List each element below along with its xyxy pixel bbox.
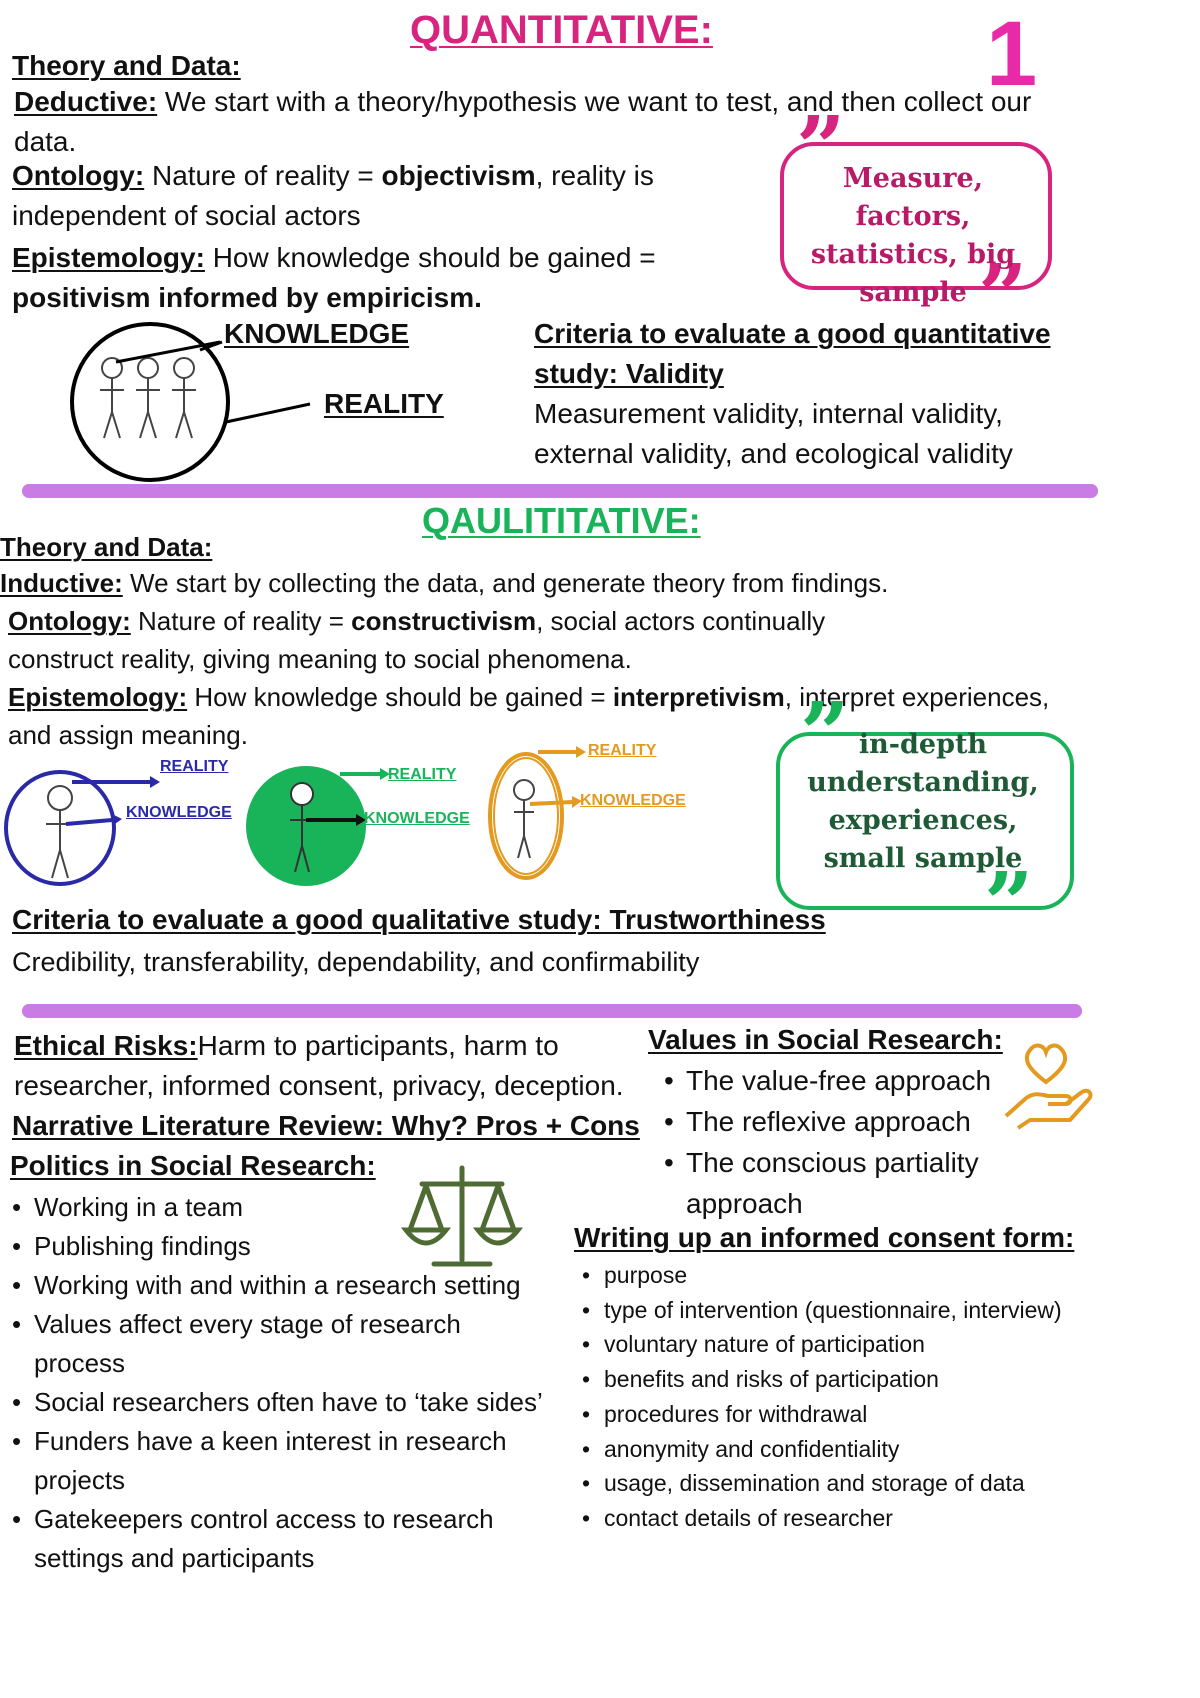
quote-mark-icon: ” <box>984 854 1034 955</box>
quant-criteria-heading-1: Criteria to evaluate a good quantitative <box>534 318 1051 349</box>
values-item-text: approach <box>686 1188 803 1219</box>
values-item-text: • The reflexive approach <box>686 1106 971 1137</box>
consent-item <box>578 1397 1138 1432</box>
qual-inductive-line <box>0 564 888 602</box>
politics-item-text: • Funders have a keen interest in research <box>34 1426 507 1456</box>
quant-reality-label: REALITY <box>324 388 444 419</box>
politics-item-text: • Gatekeepers control access to research <box>34 1504 494 1534</box>
politics-item-text: • Working in a team <box>34 1192 244 1222</box>
deductive-term: Deductive: <box>14 86 158 117</box>
quant-theory-heading: Theory and Data: <box>12 50 241 81</box>
qual-epistemology-post: , interpret experiences, <box>784 682 1050 712</box>
politics-item-text: process <box>34 1348 126 1378</box>
section-divider <box>22 1004 1082 1018</box>
deductive-text: We start with a theory/hypothesis we want to test, and then collect our <box>157 86 1032 117</box>
ethics-term: Ethical Risks: <box>14 1030 198 1061</box>
quant-deductive-line <box>14 82 1031 122</box>
consent-item <box>578 1327 1138 1362</box>
qual-ontology-pre: Nature of reality = <box>130 606 352 636</box>
quote-mark-icon: ” <box>978 246 1028 347</box>
qual-epistemology-line2: and assign meaning. <box>8 720 248 750</box>
consent-item-text: • type of intervention (questionnaire, interview) <box>604 1296 1062 1323</box>
blue-knowledge-label: KNOWLEDGE <box>126 804 232 821</box>
interpretivism: interpretivism <box>612 682 785 712</box>
qual-epistemology-pre: How knowledge should be gained = <box>187 682 613 712</box>
quantitative-title: QUANTITATIVE: <box>410 8 713 52</box>
politics-item <box>8 1305 608 1383</box>
consent-item-text: • anonymity and confidentiality <box>604 1435 900 1462</box>
politics-heading: Politics in Social Research: <box>10 1150 376 1181</box>
qual-ontology-post: , social actors continually <box>536 606 826 636</box>
qual-quote-text: in-depth understanding, experiences, small sample <box>807 729 1039 874</box>
politics-item <box>8 1383 608 1422</box>
consent-item-text: • procedures for withdrawal <box>604 1400 868 1427</box>
politics-item-text: • Values affect every stage of research <box>34 1309 461 1339</box>
section-divider <box>22 484 1098 498</box>
consent-item-text: • purpose <box>604 1262 688 1288</box>
green-knowledge-label: KNOWLEDGE <box>364 810 470 827</box>
quant-epistemology-pre: How knowledge should be gained = <box>204 242 656 273</box>
heart-hand-icon <box>1000 1030 1100 1130</box>
green-reality-label: REALITY <box>388 766 457 783</box>
politics-item-text: • Social researchers often have to ‘take sides’ <box>34 1387 543 1417</box>
quant-knowledge-label: KNOWLEDGE <box>224 318 410 349</box>
qualitative-title: QAULITITATIVE: <box>422 500 701 541</box>
consent-item <box>578 1362 1138 1397</box>
quant-quote-text: Measure, factors, statistics, big sample <box>810 163 1016 308</box>
consent-item <box>578 1466 1138 1501</box>
consent-item <box>578 1432 1138 1467</box>
consent-item <box>578 1293 1138 1328</box>
politics-item-text: settings and participants <box>34 1543 315 1573</box>
orange-reality-label: REALITY <box>588 742 657 759</box>
consent-list <box>578 1258 1138 1536</box>
qual-ontology-line <box>8 602 825 640</box>
qual-theory-heading: Theory and Data: <box>0 532 213 562</box>
inductive-term: Inductive: <box>0 568 123 598</box>
stick-figure-icon <box>172 358 196 438</box>
politics-item <box>8 1500 608 1578</box>
quant-deductive-line2: data. <box>14 126 77 157</box>
orange-knowledge-label: KNOWLEDGE <box>580 792 686 809</box>
politics-item-text: projects <box>34 1465 126 1495</box>
quote-mark-icon: ” <box>800 684 850 785</box>
quant-criteria-text-2: external validity, and ecological validity <box>534 438 1013 469</box>
constructivism: constructivism <box>351 606 537 636</box>
qual-epistemology-line <box>8 678 1049 716</box>
qual-diagram-blue <box>0 760 240 900</box>
quant-ontology-line <box>12 156 654 196</box>
quant-epistemology-line2: positivism informed by empiricism. <box>12 282 482 313</box>
quant-ontology-term: Ontology: <box>12 160 145 191</box>
qual-ontology-line2: construct reality, giving meaning to social phenomena. <box>8 644 632 674</box>
quant-criteria-text-1: Measurement validity, internal validity, <box>534 398 1003 429</box>
stick-figure-icon <box>46 786 74 878</box>
qual-ontology-term: Ontology: <box>8 606 131 636</box>
blue-reality-label: REALITY <box>160 758 229 775</box>
consent-item <box>578 1501 1138 1536</box>
ethics-line <box>14 1026 559 1066</box>
values-heading: Values in Social Research: <box>648 1024 1003 1055</box>
stick-figure-icon <box>514 780 534 858</box>
stick-figure-icon <box>136 358 160 438</box>
objectivism: objectivism <box>381 160 536 191</box>
page-number: 1 <box>986 3 1038 105</box>
values-item <box>660 1142 1060 1224</box>
consent-item-text: • usage, dissemination and storage of data <box>604 1470 1025 1497</box>
values-item-text: • The value-free approach <box>686 1065 992 1096</box>
consent-item-text: • voluntary nature of participation <box>604 1331 925 1358</box>
ethics-line2: researcher, informed consent, privacy, deception. <box>14 1070 624 1101</box>
qual-diagram-orange <box>480 740 700 890</box>
values-item-text: • The conscious partiality <box>686 1147 979 1178</box>
qual-epistemology-term: Epistemology: <box>8 682 188 712</box>
consent-item <box>578 1258 1138 1293</box>
consent-item-text: • benefits and risks of participation <box>604 1366 939 1393</box>
consent-item-text: • contact details of researcher <box>604 1504 893 1531</box>
ethics-text-1: Harm to participants, harm to <box>197 1030 559 1061</box>
politics-item <box>8 1422 608 1500</box>
quote-mark-icon: ” <box>796 98 846 199</box>
quant-ontology-post: , reality is <box>535 160 654 191</box>
quant-ontology-line2: independent of social actors <box>12 200 361 231</box>
qual-criteria-text: Credibility, transferability, dependability, and confirmability <box>12 947 700 977</box>
quant-epistemology-term: Epistemology: <box>12 242 205 273</box>
narrative-heading: Narrative Literature Review: Why? Pros + Cons <box>12 1110 640 1141</box>
quant-epistemology-line <box>12 238 656 278</box>
quant-criteria-heading-2: study: Validity <box>534 358 724 389</box>
stick-figure-icon <box>100 358 124 438</box>
qual-criteria-heading: Criteria to evaluate a good qualitative study: Trustworthiness <box>12 904 826 935</box>
politics-item-text: • Publishing findings <box>34 1231 251 1261</box>
consent-heading: Writing up an informed consent form: <box>574 1222 1075 1253</box>
inductive-text: We start by collecting the data, and generate theory from findings. <box>122 568 889 598</box>
quant-ontology-pre: Nature of reality = <box>144 160 382 191</box>
balance-scale-icon <box>404 1160 524 1280</box>
politics-item-text: • Working with and within a research setting <box>34 1270 521 1300</box>
